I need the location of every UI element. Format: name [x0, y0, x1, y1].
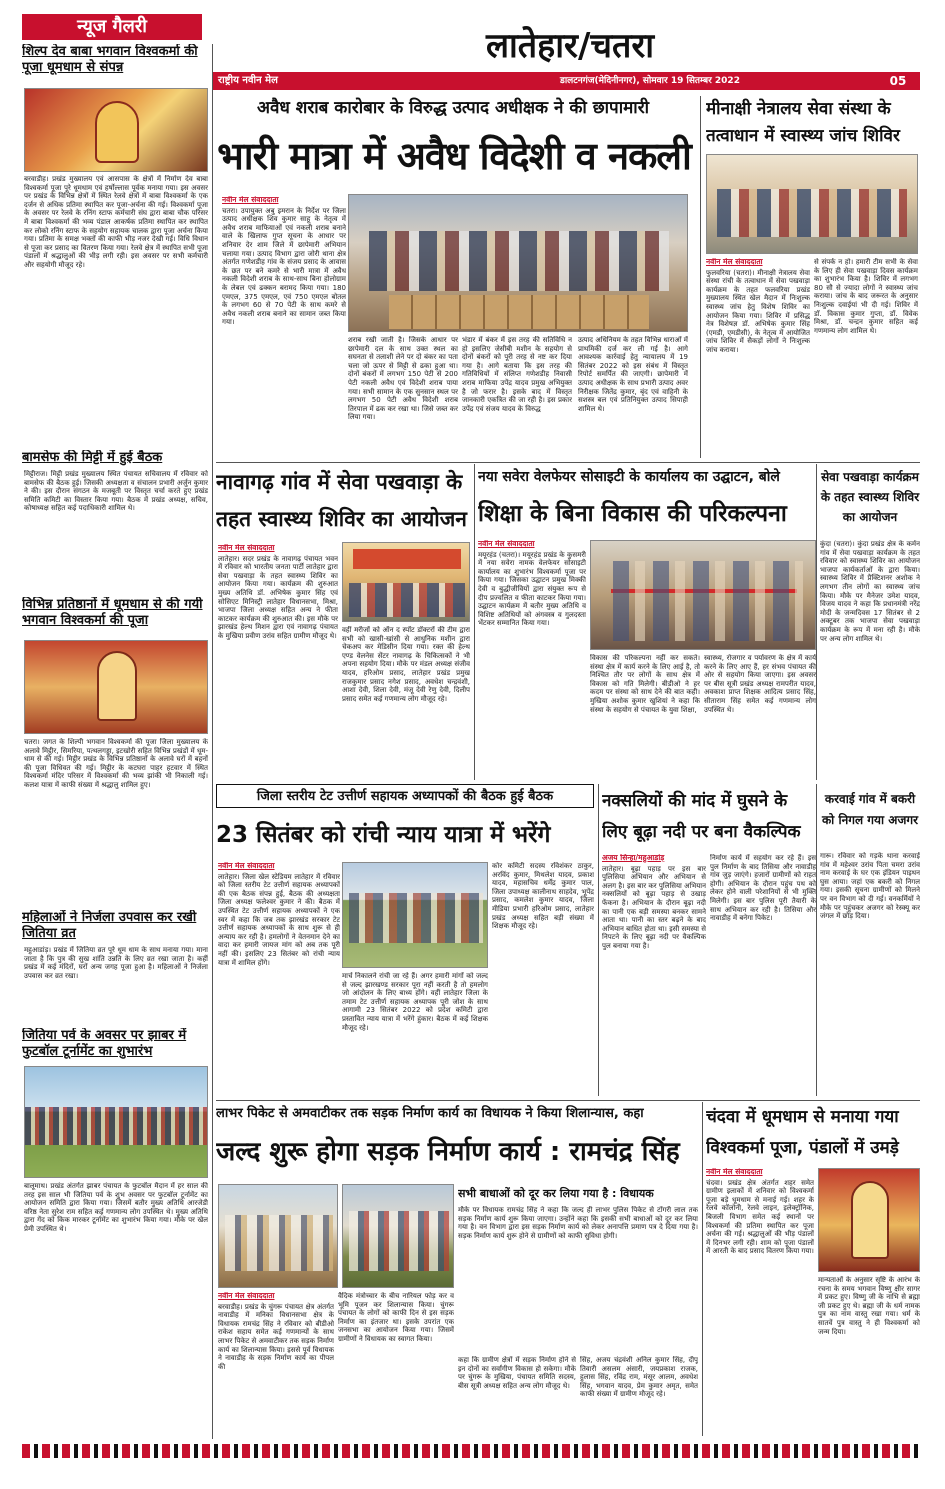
dateline [470, 73, 830, 89]
row3-byline: नवीन मेल संवाददाता [218, 862, 275, 870]
row4-byline: नवीन मेल संवाददाता [218, 1292, 275, 1300]
photo-office-inauguration [590, 540, 816, 650]
main-headline-text: भारी मात्रा में अवैध विदेशी व नकली [217, 134, 691, 178]
row2-b-body: मयूरहंड (चतरा)। मयूरहंड प्रखंड के कुसमरी में नया सवेरा नामक वेलफेयर सोसाइटी कार्यालय का शुभारंभ विश्वकर्मा पूजा पर किया गया। जिसका उद्घाटन प्रमुख मिक्की देवी व बुद्धीजीवियों द्वारा संयुक्त रूप से दीप प्रज्वलित व फीता काटकर किया गया। उद्घाटन कार्यक्रम में बतौर मुख्य अतिथि व विशिष्ट अतिथियों को अंगवस्त्र व गुलदस्ता भेंटकर सम्मानित किया गया। [478, 550, 586, 628]
photo-health-camp [342, 542, 470, 622]
photo-road-foundation-1 [218, 1184, 338, 1288]
masthead-text: राष्ट्रीय नवीन मेल [218, 75, 278, 86]
row3-body3: कोर कमिटी सदस्य रविशंकर ठाकुर, अरविंद कुमार, मिथलेश यादव, प्रकाश यादव, महासचिव धर्मेंद्र कुमार पाल, जिला उपाध्यक्ष कालीनाथ साहदेव, भूपेंद्र प्रसाद, कमलेश कुमार यादव, जिला मीडिया प्रभारी हरिओम प्रसाद, लातेहार प्रखंड अध्यक्ष सहित बड़ी संख्या में शिक्षक मौजूद रहे। [492, 862, 594, 931]
left-story5-head-text: जितिया पर्व के अवसर पर झाबर में फुटबॉल टूर्नामेंट का शुभारंभ [22, 1028, 187, 1059]
left-story3-body-text: चतरा। जगत के शिल्पी भगवान विश्वकर्मा की पूजा जिला मुख्यालय के अलावे मिट्ठीर, सिमरिया, पत्थलगड्डा, इटखोरी सहित विभिन्न प्रखंडों में धूम-धाम से की गई। मिट्ठीर प्रखंड के विभिन्न प्रतिष्ठानों के अलावे घरों में बहनों की पूजा विधिवत की गई। मिट्ठीर के कटघरा पाहर हटवार में स्थित विश्वकर्मा मंदिर परिसर में विश्वकर्मा की भव्य झांकी भी निकाली गई। कलश यात्रा में काफी संख्या में श्रद्धालु शामिल हुए। [24, 738, 208, 789]
row2-b-col1 [478, 540, 586, 780]
photo-idol-shape-3 [851, 1181, 889, 1259]
photo-crowd-shape [349, 583, 465, 617]
main-top-col2 [348, 336, 458, 458]
main-top-byline: नवीन मेल संवाददाता [222, 196, 279, 204]
row3-divider-1 [598, 784, 599, 1096]
right-top-headline-text: मीनाक्षी नेत्रालय सेवा संस्था के तत्वाधान में स्वास्थ्य जांच शिविर [706, 99, 900, 146]
row2-b-body2: विकास की परिकल्पना नहीं कर सकते। संस्था क्षेत्र में कार्य करने के लिए आई है, तो निश्चित तौर पर लोगों के साथ क्षेत्र में विकास को गति मिलेगी। बीडीओ ने हर कदम पर संस्था को साथ देने की बात कही। मुखिया अशोक कुमार खुशियां ने कहा कि संस्था के सहयोग से पंचायत के युवा शिक्षा, [590, 654, 700, 714]
row2-b-body3: स्वास्थ्य, रोजगार व पर्यावरण के क्षेत्र में कार्य करने के लिए आए हैं, हर संभव पंचायत की ओर से सहयोग किया जाएगा। इस अवसर पर बीस सूत्री प्रखंड अध्यक्ष रामपरीत यादव, अवकाश प्राप्त शिक्षक आदित्य प्रसाद सिंह, सीताराम सिंह समेत कई गणमान्य लोग उपस्थित थे। [704, 654, 816, 714]
row4-side-col2 [818, 1276, 920, 1434]
photo-teachers-shape [349, 893, 483, 943]
row2-divider-2 [816, 464, 817, 780]
row4-side-body1: चंदवा। प्रखंड क्षेत्र अंतर्गत शहर समेत ग्रामीण इलाकों में शनिवार को विश्वकर्मा पूजा बड़े धूमधाम से मनाई गई। शहर के रेलवे कॉलोनी, रेलवे लाइन, इलेक्ट्रॉनिक, बिजली विभाग समेत कई स्थानों पर विश्वकर्मा की प्रतिमा स्थापित कर पूजा अर्चना की गई। श्रद्धालुओं की भीड़ पंडालों में दिनभर लगी रही। शाम को पूजा पंडालों में आरती के बाद प्रसाद वितरण किया गया। [706, 1178, 814, 1256]
left-story1-head-text: शिल्प देव बाबा भगवान विश्वकर्मा की पूजा धूमधाम से संपन्न [22, 44, 198, 75]
photo-road-foundation-2 [342, 1184, 454, 1288]
row4-side-col1 [706, 1168, 814, 1434]
main-top-body4: उत्पाद अधिनियम के तहत विभिन्न धाराओं में प्राथमिकी दर्ज कर ली गई है। आगे आवश्यक कार्रवाई हेतु न्यायालय में 19 सितंबर 2022 को इस संबंध में विस्तृत रिपोर्ट समर्पित की जाएगी। छापेमारी में उत्पाद अधीक्षक के साथ प्रभारी उत्पाद अवर निरीक्षक जितेंद्र कुमार, बृंद एवं वाहिनी के सशस्त्र बल एवं प्रतिनियुक्त उत्पाद सिपाही शामिल थे। [578, 336, 688, 413]
main-top-body1: चतरा। उपायुक्त अबु इमरान के निर्देश पर जिला उत्पाद अधीक्षक शिव कुमार साहू के नेतृत्व में अवैध शराब माफियाओं एवं नकली शराब बनाने वाले के खिलाफ गुप्त सूचना के आधार पर शनिवार देर शाम जिले में छापेमारी अभियान चलाया गया। उत्पाद विभाग द्वारा जोरी थाना क्षेत्र अंतर्गत गणेशडीह गांव के संजय प्रसाद के आवास के छत पर बने कमरे से भारी मात्रा में अवैध नकली विदेशी शराब के साथ-साथ बिना होलोग्राम के लेबल एवं ढक्कन बरामद किया गया। 180 एमएल, 375 एमएल, एवं 750 एमएल बोतल के लगभग 60 से 70 पेटी के साथ कमरे से अवैध नकली शराब बनाने का सामान जब्त किया गया। [222, 206, 346, 327]
row4-body2: वैदिक मंत्रोच्चार के बीच नारियल फोड़ कर व भूमि पूजन कर शिलान्यास किया। चुंगरू पंचायत के लोगों को काफी दिन से इस सड़क निर्माण का इंतजार था। इसके उपरांत एक जनसभा का आयोजन किया गया। जिसमें ग्रामीणों ने विधायक का स्वागत किया। [338, 1292, 454, 1343]
row4-sub-body2 [458, 1356, 576, 1434]
right-top-body2: से संपर्क न हो। हमारी टीम सभी के सेवा के लिए ही सेवा पखवाड़ा दिवस कार्यक्रम का शुभारंभ किया है। शिविर में लगभग 80 सौ से ज्यादा लोगों ने स्वास्थ्य जांच कराया। जांच के बाद जरूरत के अनुसार निःशुल्क दवाईयां भी दी गई। शिविर में डॉ. विकास कुमार गुप्ता, डॉ. विवेक मिश्रा, डॉ. चन्द्रन कुमार सहित कई गणमान्य लोग शामिल थे। [814, 258, 918, 335]
row2-divider-1 [474, 464, 475, 780]
row4-body1: बरवाडीह। प्रखंड के चुंगरू पंचायत क्षेत्र अंतर्गत नावाडीह में मनिका विधानसभा क्षेत्र के विधायक रामचंद्र सिंह ने रविवार को बीडीओ राकेश सहाय समेत कई गणमान्यों के साथ लाभर पिकेट से अमवाटीकर तक सड़क निर्माण कार्य का शिलान्यास किया। इससे पूर्व विधायक ने नावाडीह के सड़क निर्माण कार्य का पीपल की [218, 1302, 334, 1371]
row3-side-headline [602, 786, 816, 850]
row4-subhead [458, 1182, 698, 1204]
right-top-headline [706, 96, 920, 152]
row3-banner [216, 784, 594, 808]
row2-a-headline [216, 464, 470, 540]
row3-col2 [342, 972, 488, 1092]
row3-headline [216, 812, 594, 858]
row4-sub-body2-text: कहा कि ग्रामीण क्षेत्रों में सड़क निर्माण होने से इन दोनों का सर्वांगीण विकास हो सकेगा। मौके पर चुंगरू के मुखिया, पंचायत समिति सदस्य, बीस सूत्री अध्यक्ष सहित अन्य लोग मौजूद थे। [458, 1356, 576, 1390]
left-story3-body [24, 738, 208, 906]
main-top-body3: भंडार में बंकर में इस तरह की सतिविधि न हो इसलिए जेसीबी मशीन के सहयोग से दोनों बंकरों को पूरी तरह से नष्ट कर दिया गया है। आगे बताया कि इस तरह की गतिविधियों में संलिप्त गणेशडीह निवासी शराब माफिया उपेंद्र यादव प्रमुख अभियुक्त है जो फरार है। इसके बाद में विस्तृत जानकारी एकत्रित की जा रही है। इस प्रकार उपेंद्र एवं संजय यादव के विरुद्ध [462, 336, 572, 413]
main-right-divider [700, 96, 701, 458]
row3-side-col1 [602, 854, 706, 1092]
dateline-text: डालटनगंज(मेदिनीनगर), सोमवार 19 सितम्बर 2022 [560, 76, 740, 86]
row4-side-body2: मान्यताओं के अनुसार सृष्टि के आरंभ के रचना के समय भगवान विष्णु क्षीर सागर में प्रकट हुए। विष्णु जी के नाभि से ब्रह्मा जी प्रकट हुए थे। ब्रह्मा जी के धर्म नामक पुत्र का नाम वास्तु रखा गया। धर्म के सातवें पुत्र वास्तु ने ही विश्वकर्मा को जन्म दिया। [818, 1276, 920, 1336]
row2-a-col2 [342, 626, 470, 780]
masthead [218, 73, 278, 89]
row2-b-col3 [704, 654, 816, 780]
row3-banner-text: जिला स्तरीय टेट उत्तीर्ण सहायक अध्यापकों की बैठक हुई बैठक [256, 789, 554, 804]
row4-subhead-text: सभी बाधाओं को दूर कर लिया गया है : विधायक [458, 1187, 654, 1200]
row3-body1: लातेहार। जिला खेल स्टेडियम लातेहार में रविवार को जिला स्तरीय टेट उत्तीर्ण सहायक अध्यापकों की एक बैठक संपन्न हुई, बैठक की अध्यक्षता जिला अध्यक्ष फलेश्वर कुमार ने की। बैठक में उपस्थित टेट उत्तीर्ण सहायक अध्यापकों ने एक स्वर में कहा कि जब तक झारखंड सरकार टेट उत्तीर्ण सहायक अध्यापकों के साथ शुरू से ही अन्याय कर रही है। हमलोगों ने वेतनमान देने का वादा कर हमारी जायज मांग को अब तक पूरी नहीं की। इसलिए 23 सितंबर को रांची न्याय यात्रा में शामिल होंगे। [218, 872, 340, 967]
section-title [300, 22, 840, 70]
left-story2-head-text: बामसेफ की मिट्टी में हुई बैठक [22, 450, 163, 465]
row4-headline [216, 1128, 698, 1176]
row3-divider-2 [816, 784, 817, 1096]
row3-side-headline-text: नक्सलियों की मांद में घुसने के लिए बूढ़ा नदी पर बना वैकल्पिक [602, 791, 801, 842]
row3-side-byline: अजय सिन्हा/महुआडांड़ [602, 854, 665, 862]
left-story3-head [22, 597, 208, 633]
photo-camp-people [717, 189, 907, 237]
left-story1-head [22, 44, 208, 86]
row3-far-body-text: गारू। रविवार को गड़के थाना करवाई गांव में महेश्वर उरांव पिता चमरा उरांव नाम करवाई के घर एक इंडियन पाइथन घुस आया। जहां एक बकरी को निगल गया। इसकी सूचना ग्रामीणों को मिलने पर वन विभाग को दी गई। वनकर्मियों ने मौके पर पहुंचकर अजगर को रेस्क्यू कर जंगल में छोड़ दिया। [820, 852, 920, 921]
right-top-body1: फुलवरिया (चतरा)। मीनाक्षी नेत्रालय सेवा संस्था रांची के तत्वाधान में सेवा पखवाड़ा कार्यक्रम के तहत फलवरिया प्रखंड मुख्यालय स्थित खेल मैदान में निःशुल्क स्वास्थ्य जांच हेतु विशेष शिविर का आयोजन किया गया। शिविर में प्रसिद्ध नेत्र विशेषज्ञ डॉ. अभिषेक कुमार सिंह (एमडी, एमडीसी), के नेतृत्व में आयोजित जांच शिविर में सैकड़ों लोगों ने निःशुल्क जांच कराया। [706, 268, 810, 354]
photo-eye-camp [706, 154, 918, 254]
row3-col3 [492, 862, 594, 1092]
row4-sub-body3 [580, 1356, 698, 1434]
row2-b-byline: नवीन मेल संवाददाता [478, 540, 535, 548]
photo-banner-shape [353, 549, 461, 569]
photo-chatra-pooja [24, 640, 208, 734]
row3-col1 [218, 862, 340, 1092]
photo-men-shape [225, 1215, 333, 1271]
row3-body2: मार्च निकालने रांची जा रहे हैं। अगर हमारी मांगों को जल्द से जल्द झारखण्ड सरकार पूरा नहीं करती है तो हमलोग जो आंदोलन के लिए बाध्य होंगे। वहीं लातेहार जिला के तमाम टेट उत्तीर्ण सहायक अध्यापक पूरी जोश के साथ आगामी 23 सितंबर 2022 को प्रदेश कमिटी द्वारा प्रस्तावित न्याय यात्रा में भरेंगे हुंकार। बैठक में कई शिक्षक मौजूद रहे। [342, 972, 488, 1032]
gallery-tab [22, 14, 202, 40]
photo-liquor-seizure [348, 194, 688, 332]
left-story5-head [22, 1028, 208, 1062]
row2-a-headline-text: नावागढ़ गांव में सेवा पखवाड़ा के तहत स्वास्थ्य शिविर का आयोजन [216, 470, 467, 531]
row2-a-byline: नवीन मेल संवाददाता [218, 544, 275, 552]
row2-b-kicker [478, 466, 814, 488]
photo-gathering-shape [349, 1211, 449, 1271]
gallery-tab-label: न्यूज गैलरी [77, 16, 147, 37]
photo-teachers-meeting [342, 862, 488, 968]
row4-sub-body3-text: सिंह, अजय चंद्रवंशी अनिल कुमार सिंह, दीपू तिवारी असलम अंसारी, जयप्रकाश राजक, हुलास सिंह, रविंद्र राम, मंसूर आलम, अवधेश सिंह, भगवान यादव, प्रेम कुमार अमृत, समेत काफी संख्या में ग्रामीण मौजूद रहे। [580, 1356, 698, 1399]
photo-idol-shape-2 [97, 651, 137, 721]
left-story5-body-text: बालूमाथ। प्रखंड अंतर्गत झाबर पंचायत के फुटबॉल मैदान में हर साल की तरह इस साल भी जितिया पर्व के शुभ अवसर पर फुटबॉल टूर्नामेंट का आयोजन समिति द्वारा किया गया। जिसमें बतौर मुख्य अतिथि आरजेडी वरिष्ठ नेता सुरेश राम सहित कई गणमान्य लोग उपस्थित थे। मुख्य अतिथि द्वारा गेंद को किक मारकर टूर्नामेंट का शुभारंभ किया गया। मौके पर खेल प्रेमी उपस्थित थे। [24, 1182, 208, 1233]
photo-cartons [389, 295, 649, 329]
row3-far-headline-text: करवाई गांव में बकरी को निगल गया अजगर [821, 792, 919, 827]
left-story3-head-text: विभिन्न प्रतिष्ठानों में धूमधाम से की गयी भगवान विश्वकर्मा की पूजा [22, 597, 203, 628]
row2-a-col1 [218, 544, 338, 780]
photo-crowd-band [25, 1107, 208, 1145]
photo-people-shape [605, 561, 803, 641]
row3-bottom-rule [216, 1100, 920, 1101]
right-top-col1 [706, 258, 810, 458]
photo-people-row [369, 231, 669, 291]
page-number-text: 05 [889, 74, 907, 88]
left-story2-body-text: मिट्टीराज। मिट्टी प्रखंड मुख्यालय स्थित पंचायत सचिवालय में रविवार को बामसेफ की बैठक हुई। जिसकी अध्यक्षता व संचालन प्रभारी अर्जुन कुमार ने की। इस दौरान संगठन के मजबूती पर विस्तृत चर्चा करते हुए प्रखंड समिति कमिटी का विस्तार किया गया। बैठक में प्रखंड अध्यक्ष, सचिव, कोषाध्यक्ष सहित कई पदाधिकारी शामिल थे। [24, 470, 208, 513]
main-headline [212, 124, 696, 188]
row3-side-col2 [710, 854, 816, 1092]
photo-vishwakarma-rail [24, 88, 208, 172]
left-story4-body-text: महुआडांड़। प्रखंड में जितिया व्रत पूरे धूम धाम के साथ मनाया गया। माना जाता है कि पुत्र की सुख शांति उन्नति के लिए व्रत रखा जाता है। कहीं प्रखंड में कई मंदिरों, घरों अन्य जगह पूजा हुआ है। महिलाओं ने निर्जला उपवास कर व्रत रखा। [24, 946, 208, 980]
row2-b-col2 [590, 654, 700, 780]
left-story5-body [24, 1182, 208, 1434]
main-top-body2: शराब रखी जाती है। जिसके आधार पर छापेमारी दल के साथ उक्त स्थल का सघनता से तलाशी लेने पर दो बंकर का पता चला जो ऊपर से मिट्टी से ढका हुआ था। दोनों बंकरों में लगभग 150 पेटी से 200 पेटी नकली अवैध एवं विदेशी शराब पाया गया। सभी सामान के एक सुनसान स्थल पर लगभग 50 पेटी अवैध विदेशी शराब तिरपाल में ढक कर रखा था। जिसे जब्त कर लिया गया। [348, 336, 458, 422]
row2-a-body: लातेहार। सदर प्रखंड के नावागढ़ पंचायत भवन में रविवार को भारतीय जनता पार्टी लातेहार द्वारा सेवा पखवाड़ा के तहत स्वास्थ्य शिविर का आयोजन किया गया। कार्यक्रम की शुरुआत मुख्य अतिथि डॉ. अभिषेक कुमार सिंह एवं सोसिएट मिनिस्ट्री लातेहार विधानसभा, मिश्रा, भाजपा जिला अध्यक्ष सहित अन्य ने फीता काटकर कार्यक्रम की शुरुआत की। इस मौके पर झारखंड हेल्थ मिशन द्वारा एवं नावागढ़ पंचायत के मुखिया प्रवीण उरांव सहित ग्रामीण मौजूद थे। [218, 554, 338, 640]
row2-a-body2: वहीं मरीजों को ऑन द स्पॉट डॉक्टरों की टीम द्वारा सभी को खासी-खांसी से आधुनिक मशीन द्वारा चेकअप कर मेडिसीन दिया गया। रक्त की हेल्थ एण्ड वेलनेस सेंटर नावागढ़ के चिकित्सकों ने भी अपना सहयोग दिया। मौके पर मंडल अध्यक्ष संजीव यादव, हरिओम प्रसाद, लातेहार प्रखंड प्रमुख राजकुमार प्रसाद नगेश प्रसाद, अवधेश चन्द्रवंशी, आशा देवी, शिला देवी, मंजू देवी रेणु देवी, दिलीप प्रसाद समेत कई गणमान्य लोग मौजूद रहे। [342, 626, 470, 703]
row4-kicker [216, 1102, 698, 1126]
row1-bottom-rule [216, 462, 920, 463]
left-story1-body-text: बरवाडीह। प्रखंड मुख्यालय एवं आसपास के क्षेत्रों में निर्माण देव बाबा विश्वकर्मा पूजा पूरे धूमधाम एवं हर्षोल्लास पूर्वक मनाया गया। इस अवसर पर प्रखंड के विभिन्न क्षेत्रों में स्थित रेलवे क्षेत्रों में बाबा विश्वकर्मा के एक दर्जन से अधिक प्रतिमा स्थापित कर पूजा-अर्चना की गई। विश्वकर्मा पूजा के अवसर पर रेलवे के रनिंग स्टाफ कर्मचारी संघ द्वारा बाबा चौक परिसर में बाबा विश्वकर्मा की भव्य पंडाल आकर्षक प्रतिमा स्थापित कर स्थापित कर लोको रनिंग स्टाफ के सहयोग सहायक चालक द्वारा पूजा अर्चना किया गया। प्रतिमा के समक्ष भक्तों की काफी भीड़ नजर देखी गई। विधि विधान से पूजा कर प्रसाद का वितरण किया गया। रेलवे क्षेत्र में स्थापित सभी पूजा पंडालों में श्रद्धालुओं की भीड़ लगी रही। इस अवसर पर सभी कर्मचारी और सहयोगी मौजूद रहे। [24, 175, 208, 269]
row3-side-body2: निर्माण कार्य में सहयोग कर रहे हैं। इस पुल निर्माण के बाद तिसिया और नावाडीह गांव जुड़ जाएंगे। हजारों ग्रामीणों को राहत होगी। अभियान के दौरान पहुंच पथ को लेकर होने वाली परेशानियों से भी मुक्ति मिलेगी। इस बार पुलिस पूरी तैयारी के साथ अभियान कर रही है। तिसिया और नावाडीह में बनेगा पिकेट। [710, 854, 816, 923]
main-kicker [218, 96, 688, 120]
row4-side-headline-text: चंदवा में धूमधाम से मनाया गया विश्वकर्मा पूजा, पंडालों में उमड़े [706, 1107, 899, 1158]
left-story1-body [24, 175, 208, 447]
row4-headline-text: जल्द शुरू होगा सड़क निर्माण कार्य : रामचंद्र सिंह [216, 1137, 680, 1167]
left-story2-body [24, 470, 208, 594]
main-top-col3 [462, 336, 572, 458]
main-top-col1 [222, 196, 346, 458]
row4-divider [702, 1102, 703, 1436]
row4-col1 [218, 1292, 334, 1434]
left-story4-body [24, 946, 208, 1024]
left-story2-head [22, 450, 208, 468]
right-top-byline: नवीन मेल संवाददाता [706, 258, 763, 266]
left-story4-head-text: महिलाओं ने निर्जला उपवास कर रखी जितिया व्रत [22, 910, 197, 941]
row4-kicker-text: लाभर पिकेट से अमवाटीकर तक सड़क निर्माण कार्य का विधायक ने किया शिलान्यास, कहा [216, 1106, 644, 1121]
row2-side-headline [820, 466, 920, 538]
row3-side-body1: लातेहार। बूढ़ा पहाड़ पर इस बार पुलिसिया अभियान और अभियान से अलग है। इस बार कर पुलिसिया अभियान नक्सलियों को बूढ़ा पहाड़ से उखाड़ फेंकना है। अभियान के दौरान बूढ़ा नदी का पानी एक बड़ी समस्या बनकर सामने आता था। पानी का स्तर बढ़ने के बाद अभियान बाधित होता था। इसी समस्या से निपटने के लिए बूढ़ा नदी पर वैकल्पिक पुल बनाया गया है। [602, 864, 706, 950]
page-number [880, 73, 916, 89]
row2-side-headline-text: सेवा पखवाड़ा कार्यक्रम के तहत स्वास्थ्य शिविर का आयोजन [820, 470, 920, 524]
row2-b-kicker-text: नया सवेरा वेलफेयर सोसाइटी के कार्यालय का उद्घाटन, बोले [478, 469, 780, 485]
right-top-col2 [814, 258, 918, 458]
row3-far-body [820, 852, 920, 1092]
left-divider [212, 44, 213, 1439]
row3-far-headline [820, 788, 920, 848]
left-story4-head [22, 910, 208, 944]
row4-side-headline [706, 1102, 920, 1166]
footer-pattern-strip [22, 1444, 920, 1458]
photo-idol-shape [95, 101, 139, 163]
main-kicker-text: अवैध शराब कारोबार के विरुद्ध उत्पाद अधीक्षक ने की छापामारी [256, 98, 650, 118]
section-title-text: लातेहार/चतरा [485, 26, 655, 66]
row3-headline-text: 23 सितंबर को रांची न्याय यात्रा में भरेंगे [216, 822, 551, 848]
row2-side-body [820, 540, 920, 784]
photo-chandwa-pooja [818, 1168, 920, 1272]
row2-b-headline [478, 492, 814, 536]
row4-col2 [338, 1292, 454, 1434]
row2-b-headline-text: शिक्षा के बिना विकास की परिकल्पना [478, 501, 787, 527]
main-top-col4 [578, 336, 688, 458]
row4-sub-body-text: मौके पर विधायक रामचंद्र सिंह ने कहा कि जल्द ही लाभर पुलिस पिकेट से टोंगरी लाल तक सड़क निर्माण कार्य शुरू किया जाएगा। उन्होंने कहा कि इसकी सभी बाधाओं को दूर कर लिया गया है। वन विभाग द्वारा इस सड़क निर्माण कार्य को लेकर अनापत्ति प्रमाण पत्र दे दिया गया है। सड़क निर्माण कार्य शुरू होने से ग्रामीणों को काफी सुविधा होगी। [458, 1206, 698, 1240]
row4-sub-body [458, 1206, 698, 1352]
row2-side-body-text: कुंदा (चतरा)। कुंदा प्रखंड क्षेत्र के कर्मन गांव में सेवा पखवाड़ा कार्यक्रम के तहत रविवार को स्वास्थ्य शिविर का आयोजन भाजपा कार्यकर्ताओं के द्वारा किया। स्वास्थ्य शिविर में प्रैक्टिशनर अशोक ने लगभग तीन लोगों का स्वास्थ्य जांच किया। मौके पर मैनेजर उमेश यादव, विजय यादव ने कहा कि प्रधानमंत्री नरेंद्र मोदी के जन्मदिवस 17 सितंबर से 2 अक्टूबर तक भाजपा सेवा पखवाड़ा कार्यक्रम के रूप में मना रही है। मौके पर अन्य लोग शामिल थे। [820, 540, 920, 643]
row4-side-byline: नवीन मेल संवाददाता [706, 1168, 763, 1176]
photo-football [24, 1066, 208, 1178]
